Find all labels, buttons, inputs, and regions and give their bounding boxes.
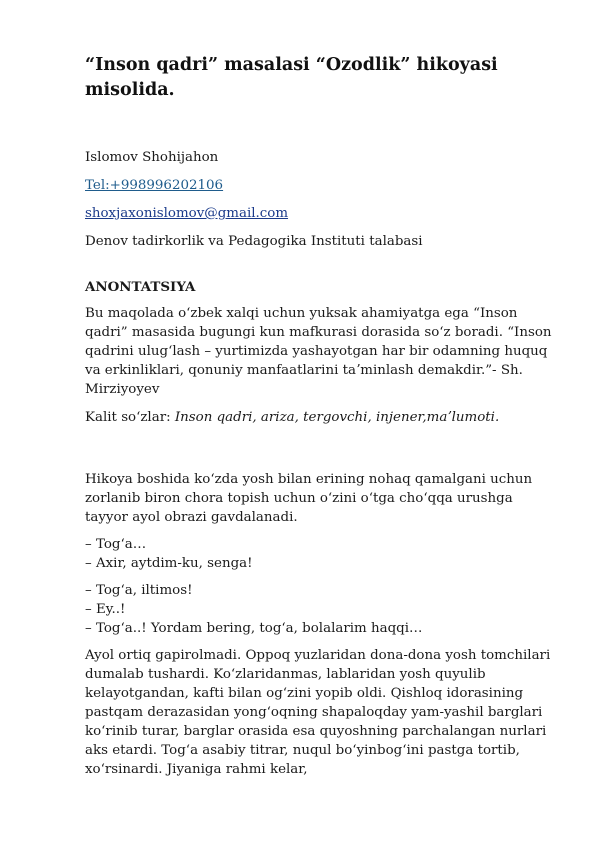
abstract-heading: ANONTATSIYA xyxy=(85,279,196,295)
institution: Denov tadirkorlik va Pedagogika Instituti talabasi xyxy=(85,234,423,249)
document-title: “Inson qadri” masalasi “Ozodlik” hikoyasi misolida. xyxy=(85,55,498,100)
phone-link[interactable]: Tel:+998996202106 xyxy=(85,178,224,193)
story-intro: Hikoya boshida koʻzda yosh bilan erining nohaq qamalgani uchun zorlanib biron chora topish uchun oʻzini oʻtga choʻqqa urushga tayyor ayol obrazi gavdalanadi. xyxy=(85,472,533,525)
keywords-label: Kalit soʻzlar: xyxy=(85,410,175,425)
keywords xyxy=(85,408,555,427)
dialogue-block-2 xyxy=(85,581,555,638)
dialogue-line: – Togʻa, iltimos! xyxy=(85,583,193,598)
author-name: Islomov Shohijahon xyxy=(85,150,219,165)
email-link[interactable]: shoxjaxonislomov@gmail.com xyxy=(85,206,289,221)
abstract-text: Bu maqolada oʻzbek xalqi uchun yuksak ahamiyatga ega “Inson qadri” masasida bugungi kun mafkurasi dorasida soʻz boradi. “Inson qadrini ulugʻlash – yurtimizda yashayotgan har bir odamning huquq va erkinliklari, qonuniy manfaatlarini taʼminlash demakdir.”- Sh. Mirziyoyev xyxy=(85,306,552,397)
keywords-value: Inson qadri, ariza, tergovchi, injener,maʼlumoti. xyxy=(174,410,500,425)
dialogue-line: – Togʻa… xyxy=(85,537,147,552)
dialogue-line: – Ey..! xyxy=(85,602,126,617)
dialogue-line: – Axir, aytdim-ku, senga! xyxy=(85,556,253,571)
dialogue-block-1 xyxy=(85,535,555,573)
story-paragraph: Ayol ortiq gapirolmadi. Oppoq yuzlaridan dona-dona yosh tomchilari dumalab tushardi. Koʻzlaridanmas, lablaridan yosh quyulib kelayotgandan, kafti bilan ogʻzini yopib oldi. Qishloq idorasining pastqam derazasidan yongʻoqning shapaloqday yam-yashil barglari koʻrinib turar, barglar orasida esa quyoshning parchalangan nurlari aks etardi. Togʻa asabiy titrar, nuqul boʻyinbogʻini pastga tortib, xoʻrsinardi. Jiyaniga rahmi kelar, xyxy=(85,648,551,777)
document-page xyxy=(85,53,555,779)
dialogue-line: – Togʻa..! Yordam bering, togʻa, bolalarim haqqi… xyxy=(85,621,423,636)
